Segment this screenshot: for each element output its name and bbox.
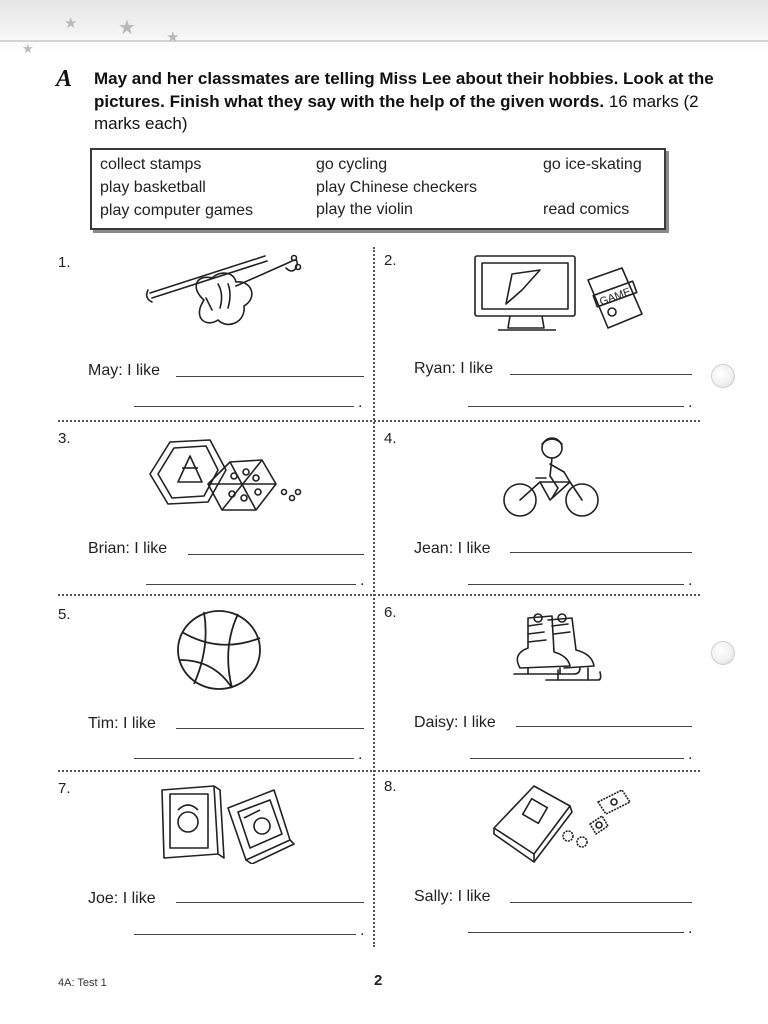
question-prompt: Tim: I like [88, 715, 156, 732]
period-mark: . [688, 394, 693, 411]
word-option: read comics [543, 201, 630, 218]
word-option: play the violin [316, 201, 413, 218]
word-option: play computer games [100, 202, 253, 219]
answer-line[interactable] [510, 374, 692, 375]
answer-line[interactable] [134, 934, 356, 935]
question-number: 2. [384, 252, 397, 269]
star-icon: ★ [166, 29, 180, 46]
word-box [90, 148, 666, 230]
period-mark: . [358, 394, 363, 411]
punch-hole-icon [711, 641, 735, 665]
period-mark: . [688, 572, 693, 589]
word-option: play Chinese checkers [316, 179, 477, 196]
marks-label: 16 marks (2 marks each) [94, 91, 699, 133]
ice-skates-icon [498, 608, 603, 688]
question-prompt: May: I like [88, 362, 161, 379]
girl-cycling-icon [500, 432, 605, 522]
answer-line[interactable] [468, 584, 684, 585]
answer-line[interactable] [176, 728, 364, 729]
period-mark: . [360, 572, 365, 589]
star-icon: ★ [118, 17, 136, 39]
row-divider [58, 420, 700, 422]
question-number: 5. [58, 606, 71, 623]
answer-line[interactable] [188, 554, 364, 555]
word-option: go cycling [316, 156, 388, 173]
column-divider [373, 247, 375, 947]
period-mark: . [688, 920, 693, 937]
star-icon: ★ [22, 41, 34, 56]
answer-line[interactable] [176, 902, 364, 903]
comic-books-icon [156, 782, 296, 864]
star-icon: ★ [64, 15, 78, 32]
question-prompt: Jean: I like [414, 540, 491, 557]
answer-line[interactable] [468, 932, 684, 933]
row-divider [58, 770, 700, 772]
top-banner [0, 0, 768, 56]
question-number: 8. [384, 778, 397, 795]
answer-line[interactable] [146, 584, 356, 585]
row-divider [58, 594, 700, 596]
question-prompt: Ryan: I like [414, 360, 494, 377]
answer-line[interactable] [134, 758, 354, 759]
answer-line[interactable] [176, 376, 364, 377]
stamp-album-icon [486, 782, 641, 864]
period-mark: . [360, 922, 365, 939]
question-prompt: Joe: I like [88, 890, 156, 907]
banner-rule [0, 40, 768, 42]
word-option: collect stamps [100, 156, 202, 173]
chinese-checkers-icon [142, 434, 307, 514]
test-label: 4A: Test 1 [58, 977, 107, 989]
page-number: 2 [374, 972, 383, 989]
period-mark: . [688, 746, 693, 763]
word-option: go ice-skating [543, 156, 642, 173]
answer-line[interactable] [516, 726, 692, 727]
question-number: 3. [58, 430, 71, 447]
question-prompt: Daisy: I like [414, 714, 496, 731]
game-box-label: GAME [597, 285, 633, 309]
question-number: 7. [58, 780, 71, 797]
answer-line[interactable] [470, 758, 684, 759]
word-option: play basketball [100, 179, 206, 196]
violin-icon [140, 248, 305, 333]
section-letter: A [56, 66, 73, 92]
answer-line[interactable] [134, 406, 354, 407]
question-prompt: Sally: I like [414, 888, 491, 905]
question-prompt: Brian: I like [88, 540, 168, 557]
question-number: 4. [384, 430, 397, 447]
basketball-icon [174, 608, 264, 692]
instructions-text: May and her classmates are telling Miss Lee about their hobbies. Look at the pictures. Finish what they say with the help of the given words. [94, 69, 714, 111]
instructions [94, 68, 714, 136]
question-number: 6. [384, 604, 397, 621]
answer-line[interactable] [468, 406, 684, 407]
answer-line[interactable] [510, 552, 692, 553]
question-number: 1. [58, 254, 71, 271]
computer-game-icon [470, 252, 645, 337]
answer-line[interactable] [510, 902, 692, 903]
period-mark: . [358, 746, 363, 763]
punch-hole-icon [711, 364, 735, 388]
